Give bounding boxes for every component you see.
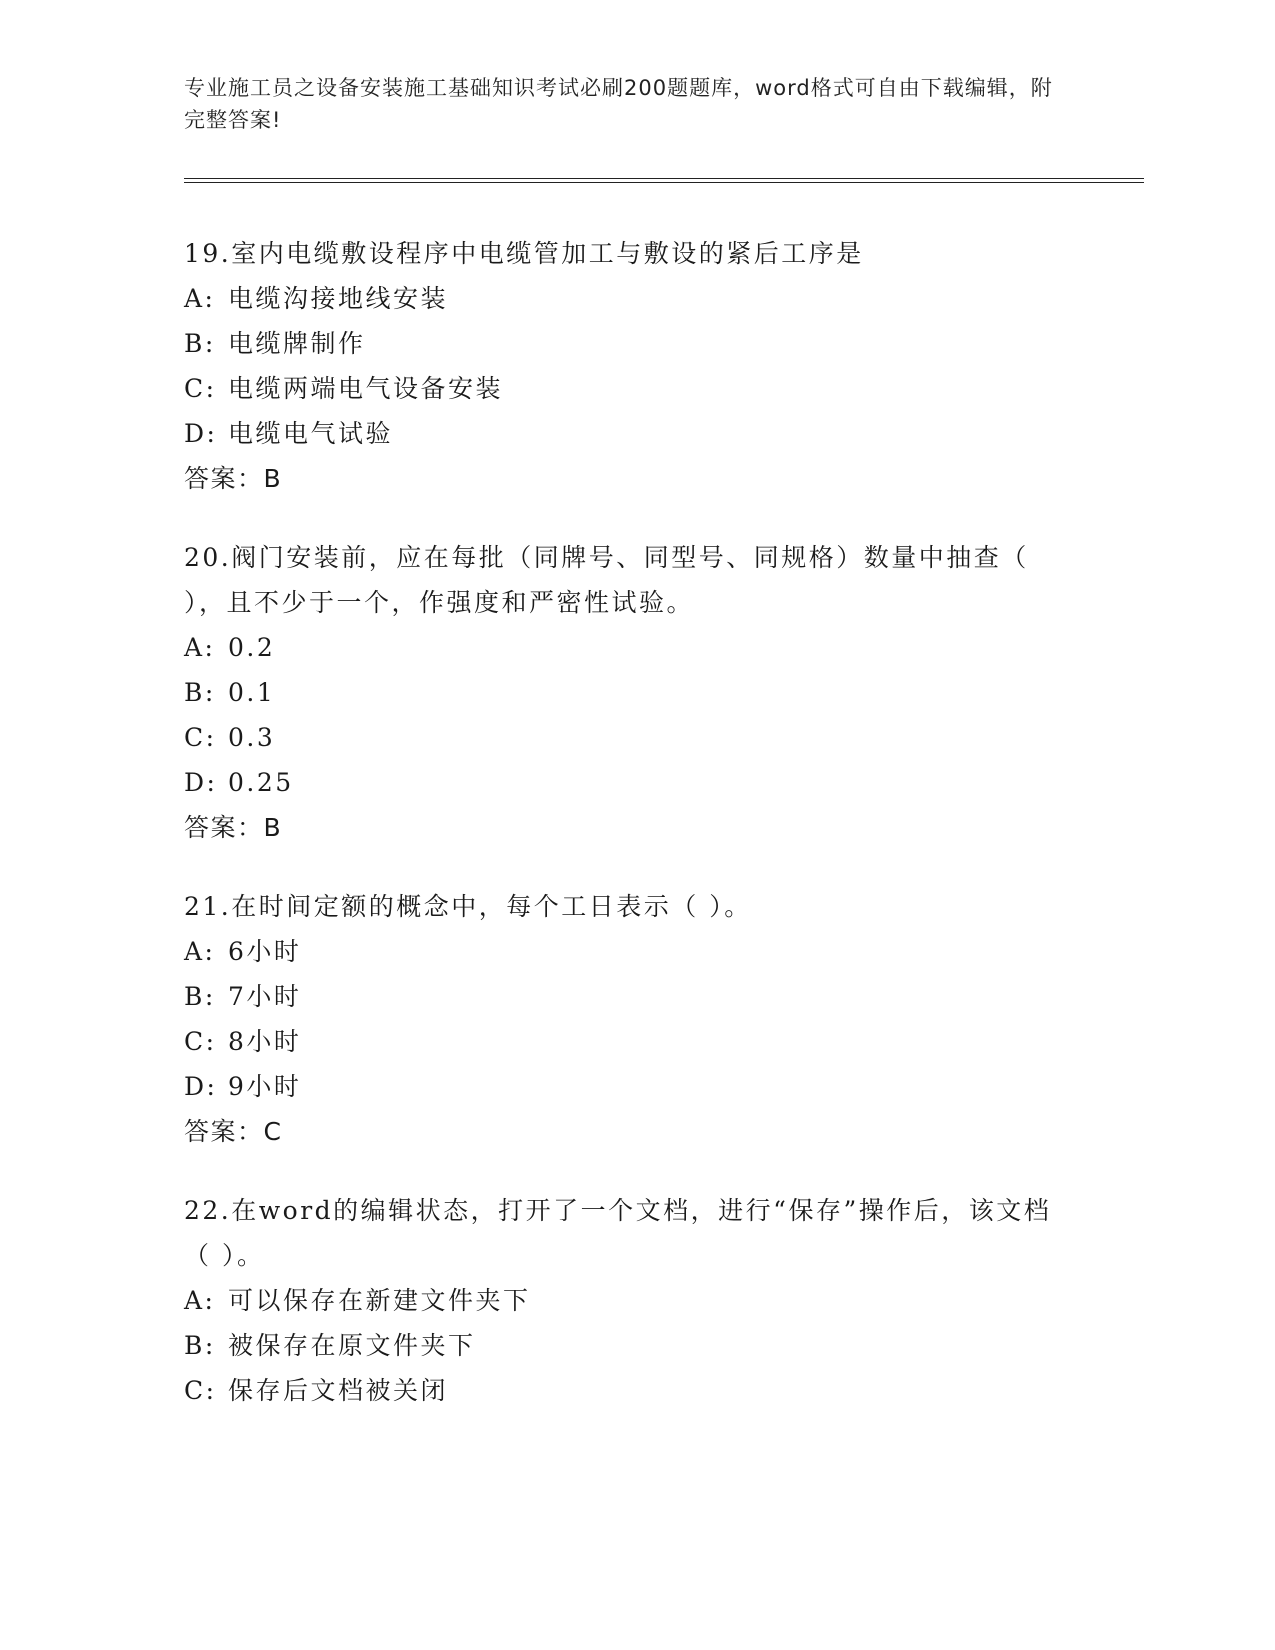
answer-line: 答案：C [184, 1117, 283, 1146]
question-19 [184, 231, 1064, 501]
option-text: 电缆牌制作 [228, 329, 366, 358]
option-text: 0.1 [228, 678, 276, 707]
option-b [184, 1323, 1064, 1368]
option-text: 0.3 [228, 723, 276, 752]
option-letter: C: [184, 723, 217, 752]
option-letter: B: [184, 329, 216, 358]
answer-line: 答案：B [184, 464, 283, 493]
option-letter: A: [184, 633, 216, 662]
question-text: 19.室内电缆敷设程序中电缆管加工与敷设的紧后工序是 [184, 239, 864, 268]
option-text: 电缆两端电气设备安装 [228, 374, 504, 403]
header-double-rule [184, 178, 1144, 183]
option-c [184, 366, 1064, 411]
option-a [184, 625, 1064, 670]
option-b [184, 974, 1064, 1019]
question-22 [184, 1188, 1064, 1413]
option-letter: D: [184, 768, 218, 797]
option-letter: A: [184, 937, 216, 966]
option-c [184, 1019, 1064, 1064]
option-letter: A: [184, 284, 216, 313]
option-letter: D: [184, 419, 218, 448]
question-list [184, 231, 1064, 1447]
option-text: 7小时 [228, 982, 302, 1011]
option-letter: B: [184, 678, 216, 707]
option-d [184, 760, 1064, 805]
option-text: 被保存在原文件夹下 [228, 1331, 476, 1360]
header-title: 专业施工员之设备安装施工基础知识考试必刷200题题库，word格式可自由下载编辑，附完整答案! [184, 76, 1053, 132]
option-text: 0.25 [228, 768, 294, 797]
option-letter: D: [184, 1072, 218, 1101]
option-text: 0.2 [228, 633, 276, 662]
option-text: 可以保存在新建文件夹下 [228, 1286, 531, 1315]
option-letter: B: [184, 982, 216, 1011]
option-c [184, 715, 1064, 760]
option-text: 保存后文档被关闭 [228, 1376, 449, 1405]
option-d [184, 1064, 1064, 1109]
option-text: 8小时 [228, 1027, 302, 1056]
answer-line: 答案：B [184, 813, 283, 842]
option-text: 电缆电气试验 [228, 419, 394, 448]
document-header [184, 72, 1064, 136]
option-letter: C: [184, 374, 217, 403]
question-20 [184, 535, 1064, 850]
option-a [184, 276, 1064, 321]
question-21 [184, 884, 1064, 1154]
question-text: 20.阀门安装前，应在每批（同牌号、同型号、同规格）数量中抽查（ ），且不少于一个，作强度和严密性试验。 [184, 543, 1029, 617]
option-c [184, 1368, 1064, 1413]
option-d [184, 411, 1064, 456]
option-text: 6小时 [228, 937, 302, 966]
option-text: 电缆沟接地线安装 [228, 284, 449, 313]
option-letter: B: [184, 1331, 216, 1360]
option-letter: C: [184, 1027, 217, 1056]
option-text: 9小时 [228, 1072, 302, 1101]
option-letter: C: [184, 1376, 217, 1405]
option-letter: A: [184, 1286, 216, 1315]
option-a [184, 929, 1064, 974]
question-text: 22.在word的编辑状态，打开了一个文档，进行“保存”操作后，该文档（ ）。 [184, 1196, 1052, 1270]
option-b [184, 670, 1064, 715]
option-b [184, 321, 1064, 366]
question-text: 21.在时间定额的概念中，每个工日表示（ ）。 [184, 892, 752, 921]
option-a [184, 1278, 1064, 1323]
